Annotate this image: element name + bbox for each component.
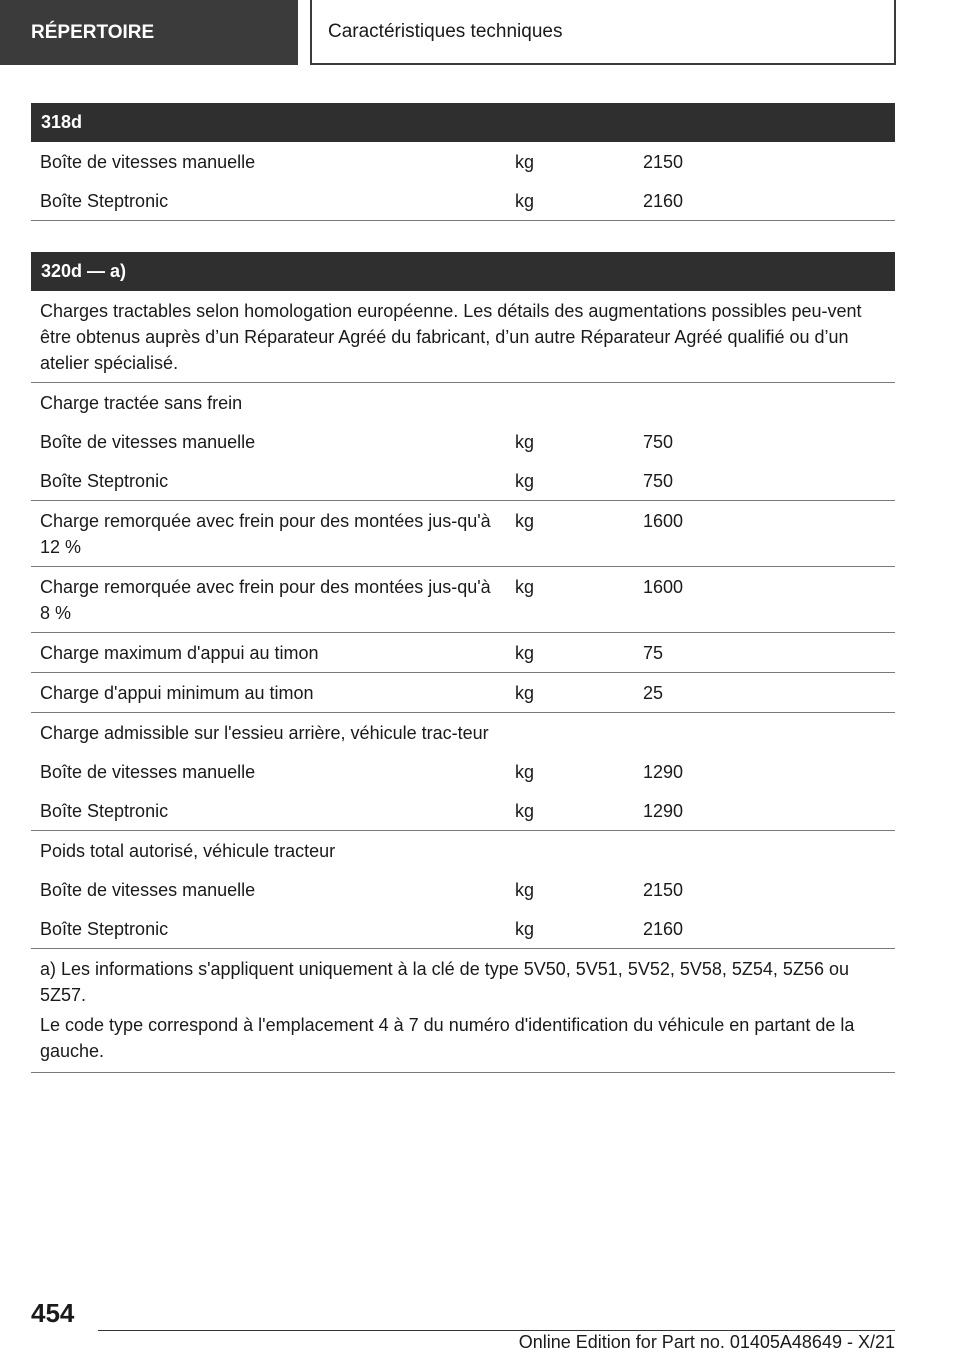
row-unit: kg bbox=[515, 919, 535, 939]
footnotes bbox=[31, 949, 895, 1073]
row-value bbox=[643, 390, 895, 416]
table-row bbox=[31, 870, 895, 909]
page-number: 454 bbox=[31, 1298, 75, 1328]
table-row bbox=[31, 383, 895, 422]
row-label: Boîte de vitesses manuelle bbox=[40, 152, 256, 172]
table-row bbox=[31, 567, 895, 633]
row-unit bbox=[515, 390, 643, 416]
row-value: 2160 bbox=[643, 919, 684, 939]
row-unit: kg bbox=[515, 152, 535, 172]
intro-paragraph: Charges tractables selon homologation européenne. Les détails des augmentations possibles peu-vent être obtenus auprès d’un Réparateur Agréé du fabricant, d’un autre Réparateur Agréé qualifié ou d’un atelier spécialisé. bbox=[31, 291, 895, 383]
section-tab[interactable]: RÉPERTOIRE bbox=[0, 0, 298, 65]
footnote: a) Les informations s'appliquent uniquement à la clé de type 5V50, 5V51, 5V52, 5V58, 5Z54, 5Z56 ou 5Z57. bbox=[40, 959, 849, 1005]
section-gap bbox=[31, 221, 895, 252]
row-value: 2150 bbox=[643, 152, 684, 172]
table-row bbox=[31, 713, 895, 752]
row-value: 1600 bbox=[643, 511, 684, 531]
page-header bbox=[0, 0, 960, 66]
row-label: Charge tractée sans frein bbox=[40, 393, 243, 413]
table-row bbox=[31, 791, 895, 831]
row-unit: kg bbox=[515, 880, 535, 900]
row-value: 1290 bbox=[643, 762, 684, 782]
footer-divider bbox=[98, 1330, 895, 1331]
row-label: Poids total autorisé, véhicule tracteur bbox=[40, 841, 336, 861]
table-320d bbox=[31, 252, 895, 1073]
row-unit: kg bbox=[515, 432, 535, 452]
table-row bbox=[31, 461, 895, 501]
row-label: Charge remorquée avec frein pour des montées jus-qu'à 12 % bbox=[40, 511, 491, 557]
edition-footer: Online Edition for Part no. 01405A48649 - X/21 bbox=[518, 1332, 895, 1352]
row-unit: kg bbox=[515, 801, 535, 821]
row-unit bbox=[515, 838, 643, 864]
table-row bbox=[31, 181, 895, 221]
row-unit bbox=[515, 720, 643, 746]
row-label: Charge remorquée avec frein pour des montées jus-qu'à 8 % bbox=[40, 577, 491, 623]
row-label: Boîte Steptronic bbox=[40, 801, 169, 821]
row-value: 750 bbox=[643, 471, 674, 491]
row-value bbox=[643, 720, 895, 746]
row-value: 75 bbox=[643, 643, 664, 663]
row-label: Charge d'appui minimum au timon bbox=[40, 683, 314, 703]
table-row bbox=[31, 142, 895, 181]
row-label: Charge maximum d'appui au timon bbox=[40, 643, 319, 663]
row-unit: kg bbox=[515, 643, 535, 663]
row-unit: kg bbox=[515, 577, 535, 597]
row-value: 2150 bbox=[643, 880, 684, 900]
table-row bbox=[31, 673, 895, 713]
spec-tables bbox=[31, 103, 895, 1073]
table-row bbox=[31, 422, 895, 461]
table-320d-title: 320d — a) bbox=[31, 252, 895, 291]
row-value: 25 bbox=[643, 683, 664, 703]
table-row bbox=[31, 909, 895, 949]
row-label: Boîte Steptronic bbox=[40, 471, 169, 491]
row-label: Boîte de vitesses manuelle bbox=[40, 880, 256, 900]
table-row bbox=[31, 633, 895, 673]
row-label: Boîte de vitesses manuelle bbox=[40, 762, 256, 782]
footnote: Le code type correspond à l'emplacement 4 à 7 du numéro d'identification du véhicule en partant de la gauche. bbox=[40, 1015, 855, 1061]
row-value: 750 bbox=[643, 432, 674, 452]
row-unit: kg bbox=[515, 191, 535, 211]
row-value: 1290 bbox=[643, 801, 684, 821]
table-318d bbox=[31, 103, 895, 221]
row-unit: kg bbox=[515, 511, 535, 531]
chapter-title: Caractéristiques techniques bbox=[310, 0, 896, 65]
table-row bbox=[31, 831, 895, 870]
row-label: Boîte Steptronic bbox=[40, 919, 169, 939]
row-label: Charge admissible sur l'essieu arrière, véhicule trac-teur bbox=[40, 723, 489, 743]
row-value bbox=[643, 838, 895, 864]
row-label: Boîte Steptronic bbox=[40, 191, 169, 211]
row-label: Boîte de vitesses manuelle bbox=[40, 432, 256, 452]
row-value: 1600 bbox=[643, 577, 684, 597]
table-318d-title: 318d bbox=[31, 103, 895, 142]
row-value: 2160 bbox=[643, 191, 684, 211]
row-unit: kg bbox=[515, 471, 535, 491]
row-unit: kg bbox=[515, 683, 535, 703]
row-unit: kg bbox=[515, 762, 535, 782]
table-row bbox=[31, 501, 895, 567]
table-row bbox=[31, 752, 895, 791]
